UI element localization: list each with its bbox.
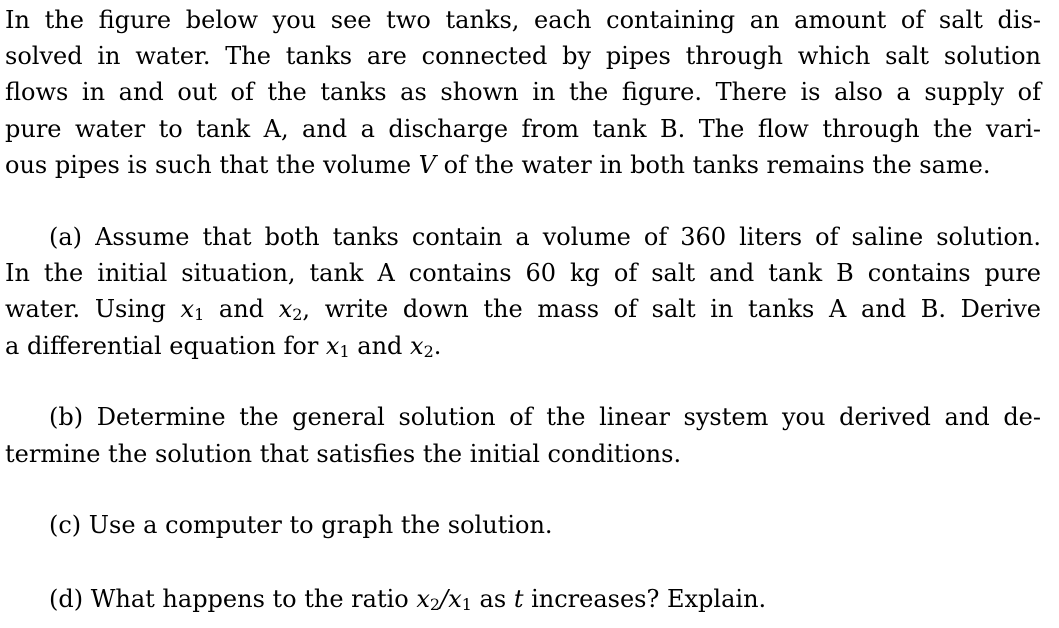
part-a-line-3: water. Using $x_1$ and $x_2$, write down the mass of salt in tanks A and B. Derive (5, 295, 1041, 324)
var-V: V (418, 151, 437, 179)
var-x1: $x_1$ (325, 332, 350, 361)
var-t: t (513, 585, 524, 613)
intro-line-4: pure water to tank A, and a discharge from tank B. The flow through the vari- (5, 115, 1041, 143)
var-x2: $x_2$ (278, 295, 303, 324)
part-c-line-1: (c) Use a computer to graph the solution. (49, 511, 553, 539)
intro-line-5: ous pipes is such that the volume V of the water in both tanks remains the same. (5, 151, 991, 179)
var-x1: $x_1$ (180, 295, 205, 324)
part-b-line-1: (b) Determine the general solution of the linear system you derived and de- (49, 403, 1041, 431)
var-x2: $x_2$ (410, 332, 434, 361)
part-a-line-4: a differential equation for $x_1$ and $x_2$. (5, 332, 442, 361)
part-b-line-2: termine the solution that satisfies the initial conditions. (5, 440, 682, 468)
intro-line-3: flows in and out of the tanks as shown in the figure. There is also a supply of (5, 78, 1041, 106)
intro-line-1: In the figure below you see two tanks, each containing an amount of salt dis- (5, 6, 1041, 34)
intro-line-2: solved in water. The tanks are connected by pipes through which salt solution (5, 42, 1041, 70)
part-a-line-1: (a) Assume that both tanks contain a volume of 360 liters of saline solution. (49, 223, 1041, 251)
part-a-line-2: In the initial situation, tank A contains 60 kg of salt and tank B contains pure (5, 259, 1041, 287)
part-d-line-1: (d) What happens to the ratio $x_2/x_1$ as t increases? Explain. (49, 585, 767, 614)
var-x1: $x_1$ (448, 585, 472, 614)
var-x2: $x_2$ (416, 585, 441, 614)
